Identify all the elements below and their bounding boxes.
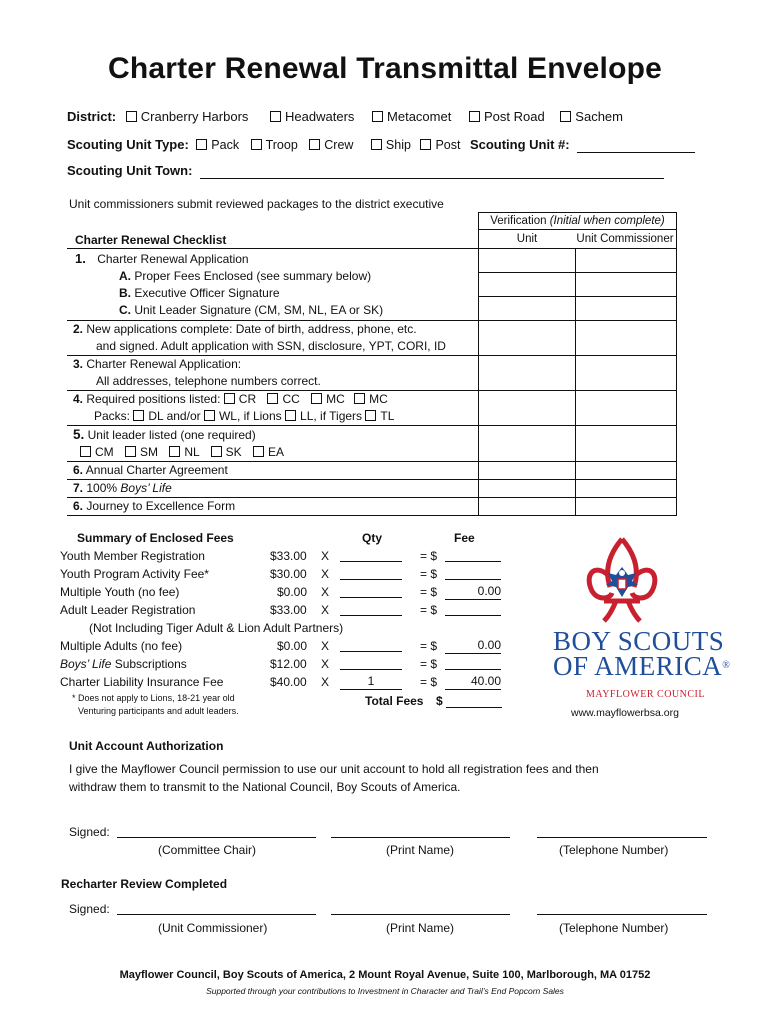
print-name-line-1[interactable] bbox=[331, 837, 510, 838]
fee-row-fee[interactable]: 0.00 bbox=[445, 639, 501, 654]
checkbox-ea[interactable] bbox=[253, 446, 264, 457]
fee-row-label: Multiple Adults (no fee) bbox=[60, 639, 183, 653]
item-1c-letter: C. bbox=[119, 303, 131, 317]
item-7-number: 7. bbox=[73, 481, 84, 495]
unit-type-row bbox=[67, 137, 695, 153]
fee-row-fee[interactable] bbox=[445, 549, 501, 562]
fee-row-x: X bbox=[321, 549, 330, 563]
verify-cell-8-unit[interactable] bbox=[479, 498, 576, 516]
page-title: Charter Renewal Transmittal Envelope bbox=[107, 52, 663, 85]
total-fees-label: Total Fees bbox=[365, 694, 424, 708]
checkbox-nl[interactable] bbox=[169, 446, 180, 457]
option-ea: EA bbox=[267, 445, 284, 459]
item-1c-text: Unit Leader Signature (CM, SM, NL, EA or SK) bbox=[134, 303, 384, 317]
district-option-cranberry: Cranberry Harbors bbox=[140, 109, 249, 124]
item-1b-letter: B. bbox=[119, 286, 131, 300]
checkbox-sk[interactable] bbox=[211, 446, 222, 457]
bsa-logo-line1: BOY SCOUTS bbox=[553, 626, 725, 656]
packs-label: Packs: bbox=[94, 409, 131, 423]
bsa-logo-line2-text: OF AMERICA bbox=[553, 651, 723, 681]
item-3-number: 3. bbox=[73, 357, 84, 371]
print-name-line-2[interactable] bbox=[331, 914, 510, 915]
total-fees-field[interactable] bbox=[446, 694, 502, 708]
verify-cell-6-unit[interactable] bbox=[479, 462, 576, 480]
item-1-text: Charter Renewal Application bbox=[97, 252, 249, 266]
registered-mark: ® bbox=[722, 660, 731, 671]
verify-cell-3-commissioner[interactable] bbox=[576, 356, 677, 391]
verify-cell-3-unit[interactable] bbox=[479, 356, 576, 391]
fee-row-boys-life bbox=[60, 657, 520, 675]
council-url[interactable]: www.mayflowerbsa.org bbox=[571, 707, 679, 719]
option-mc-2: MC bbox=[369, 392, 388, 406]
item-3-line1: Charter Renewal Application: bbox=[86, 357, 242, 371]
telephone-line-1[interactable] bbox=[537, 837, 707, 838]
fee-row-fee[interactable]: 40.00 bbox=[445, 675, 501, 690]
authorization-heading: Unit Account Authorization bbox=[69, 739, 224, 753]
fee-row-label-rest: Subscriptions bbox=[111, 657, 187, 671]
item-7-italic: Boys’ Life bbox=[120, 481, 172, 495]
fee-row-price: $0.00 bbox=[277, 639, 308, 653]
council-name: MAYFLOWER COUNCIL bbox=[586, 689, 705, 700]
unit-town-label: Scouting Unit Town: bbox=[67, 163, 193, 178]
verification-header bbox=[479, 213, 676, 230]
signed-label-2: Signed: bbox=[69, 902, 110, 916]
verify-cell-7-unit[interactable] bbox=[479, 480, 576, 498]
unit-town-field[interactable] bbox=[200, 163, 664, 179]
verify-cell-4-unit[interactable] bbox=[479, 391, 576, 426]
fee-row-qty[interactable]: 1 bbox=[340, 675, 402, 690]
checkbox-dl[interactable] bbox=[133, 410, 144, 421]
fee-row-label: Youth Member Registration bbox=[60, 549, 205, 563]
caption-telephone-1: (Telephone Number) bbox=[559, 843, 669, 857]
item-7-prefix: 100% bbox=[86, 481, 121, 495]
option-sm: SM bbox=[140, 445, 159, 459]
total-fees-eq: $ bbox=[436, 694, 443, 708]
checkbox-ll[interactable] bbox=[285, 410, 296, 421]
checkbox-tl[interactable] bbox=[365, 410, 376, 421]
district-checkbox-metacomet[interactable] bbox=[372, 111, 383, 122]
signature-line-commissioner[interactable] bbox=[117, 914, 316, 915]
fee-heading: Fee bbox=[454, 531, 475, 545]
unit-type-option-troop: Troop bbox=[265, 138, 298, 152]
checkbox-sm[interactable] bbox=[125, 446, 136, 457]
item-1a-letter: A. bbox=[119, 269, 131, 283]
instruction-text: Unit commissioners submit reviewed packages to the district executive bbox=[69, 197, 444, 211]
item-4-number: 4. bbox=[73, 392, 84, 406]
district-checkbox-postroad[interactable] bbox=[469, 111, 480, 122]
telephone-line-2[interactable] bbox=[537, 914, 707, 915]
unit-town-row bbox=[67, 163, 664, 179]
bsa-logo-line2 bbox=[553, 653, 730, 679]
checklist-item-3 bbox=[67, 356, 479, 391]
option-nl: NL bbox=[184, 445, 200, 459]
fee-row-fee[interactable] bbox=[445, 657, 501, 670]
checklist-item-2 bbox=[67, 321, 479, 356]
district-option-postroad: Post Road bbox=[483, 109, 545, 124]
verify-cell-5-commissioner[interactable] bbox=[576, 426, 677, 462]
verify-cell-6-commissioner[interactable] bbox=[576, 462, 677, 480]
verify-cell-8-commissioner[interactable] bbox=[576, 498, 677, 516]
unit-type-label: Scouting Unit Type: bbox=[67, 137, 189, 152]
fee-row-youth bbox=[60, 549, 520, 567]
checkbox-cr[interactable] bbox=[224, 393, 235, 404]
option-cm: CM bbox=[95, 445, 114, 459]
verify-cell-2-commissioner[interactable] bbox=[576, 321, 677, 356]
footer-address: Mayflower Council, Boy Scouts of America, 2 Mount Royal Avenue, Suite 100, Marlborough, MA 01752 bbox=[119, 969, 651, 981]
district-row bbox=[67, 109, 623, 124]
fee-row-program bbox=[60, 567, 520, 585]
unit-type-option-ship: Ship bbox=[385, 138, 411, 152]
district-checkbox-cranberry[interactable] bbox=[126, 111, 137, 122]
option-wl: WL, if Lions bbox=[218, 409, 282, 423]
fee-row-qty[interactable] bbox=[340, 549, 402, 562]
fee-row-qty[interactable] bbox=[340, 603, 402, 616]
item-5-line1: Unit leader listed (one required) bbox=[87, 428, 256, 442]
fees-heading: Summary of Enclosed Fees bbox=[77, 531, 234, 545]
option-mc-1: MC bbox=[326, 392, 345, 406]
fee-row-price: $30.00 bbox=[270, 567, 307, 581]
fee-row-x: X bbox=[321, 675, 330, 689]
authorization-line2: withdraw them to transmit to the National Council, Boy Scouts of America. bbox=[69, 780, 461, 794]
caption-committee-chair: (Committee Chair) bbox=[158, 843, 257, 857]
verify-cell-1-unit[interactable] bbox=[479, 249, 576, 321]
col-commissioner: Unit Commissioner bbox=[576, 233, 674, 245]
fee-row-qty[interactable] bbox=[340, 567, 402, 580]
caption-print-name-2: (Print Name) bbox=[386, 921, 455, 935]
footnote-line1: * Does not apply to Lions, 18-21 year old bbox=[72, 693, 235, 703]
verify-cell-4-commissioner[interactable] bbox=[576, 391, 677, 426]
fee-row-eq: = $ bbox=[420, 585, 438, 599]
item-2-line1: New applications complete: Date of birth, address, phone, etc. bbox=[86, 322, 417, 336]
checklist-item-6 bbox=[67, 462, 479, 480]
fee-row-eq: = $ bbox=[420, 639, 438, 653]
caption-unit-commissioner: (Unit Commissioner) bbox=[158, 921, 268, 935]
fee-row-eq: = $ bbox=[420, 675, 438, 689]
authorization-line1: I give the Mayflower Council permission to use our unit account to hold all registration fees and then bbox=[69, 762, 599, 776]
district-checkbox-headwaters[interactable] bbox=[270, 111, 281, 122]
verify-cell-7-commissioner[interactable] bbox=[576, 480, 677, 498]
fee-row-eq: = $ bbox=[420, 657, 438, 671]
item-1b-text: Executive Officer Signature bbox=[134, 286, 280, 300]
verify-cell-2-unit[interactable] bbox=[479, 321, 576, 356]
signature-line-committee[interactable] bbox=[117, 837, 316, 838]
fee-row-price: $0.00 bbox=[277, 585, 308, 599]
checklist-item-8 bbox=[67, 498, 479, 516]
fee-row-x: X bbox=[321, 657, 330, 671]
option-ll: LL, if Tigers bbox=[300, 409, 363, 423]
fee-row-eq: = $ bbox=[420, 603, 438, 617]
item-3-line2: All addresses, telephone numbers correct. bbox=[96, 374, 321, 388]
option-sk: SK bbox=[225, 445, 242, 459]
unit-type-checkbox-crew[interactable] bbox=[309, 139, 320, 150]
fee-row-price: $33.00 bbox=[270, 603, 307, 617]
item-6-number: 6. bbox=[73, 463, 84, 477]
checklist-item-7 bbox=[67, 480, 479, 498]
fee-row-price: $12.00 bbox=[270, 657, 307, 671]
item-2-line2: and signed. Adult application with SSN, disclosure, YPT, CORI, ID bbox=[96, 339, 446, 353]
fee-row-qty[interactable] bbox=[340, 585, 402, 598]
fee-row-x: X bbox=[321, 567, 330, 581]
caption-print-name-1: (Print Name) bbox=[386, 843, 455, 857]
footnote-line2: Venturing participants and adult leaders. bbox=[78, 706, 239, 716]
unit-number-label: Scouting Unit #: bbox=[469, 137, 570, 152]
fees-table bbox=[60, 549, 520, 693]
checkbox-mc-2[interactable] bbox=[354, 393, 365, 404]
fee-row-label: Multiple Youth (no fee) bbox=[60, 585, 180, 599]
option-cr: CR bbox=[238, 392, 257, 406]
fee-row-insurance bbox=[60, 675, 520, 693]
item-6-text: Annual Charter Agreement bbox=[85, 463, 228, 477]
fee-row-label-italic: Boys’ Life bbox=[60, 657, 112, 671]
caption-telephone-2: (Telephone Number) bbox=[559, 921, 669, 935]
fee-note-text: (Not Including Tiger Adult & Lion Adult Partners) bbox=[89, 621, 344, 635]
fee-row-eq: = $ bbox=[420, 549, 438, 563]
item-1a-text: Proper Fees Enclosed (see summary below) bbox=[134, 269, 372, 283]
fee-row-x: X bbox=[321, 585, 330, 599]
unit-type-checkbox-ship[interactable] bbox=[371, 139, 382, 150]
item-8-number: 6. bbox=[73, 499, 84, 513]
option-cc: CC bbox=[282, 392, 300, 406]
fee-row-label: Youth Program Activity Fee* bbox=[60, 567, 209, 581]
fee-row-multiple-youth bbox=[60, 585, 520, 603]
district-option-metacomet: Metacomet bbox=[387, 109, 452, 124]
fee-row-eq: = $ bbox=[420, 567, 438, 581]
checklist-item-1 bbox=[67, 249, 479, 321]
checklist-item-5 bbox=[67, 426, 479, 462]
fee-row-fee[interactable] bbox=[445, 567, 501, 580]
checkbox-cc[interactable] bbox=[267, 393, 278, 404]
fee-row-price: $33.00 bbox=[270, 549, 307, 563]
district-option-sachem: Sachem bbox=[575, 109, 623, 124]
unit-type-option-pack: Pack bbox=[211, 138, 240, 152]
verification-header-italic: (Initial when complete) bbox=[549, 215, 665, 227]
recharter-heading: Recharter Review Completed bbox=[61, 877, 228, 891]
item-1-number: 1. bbox=[75, 251, 86, 266]
checkbox-wl[interactable] bbox=[204, 410, 215, 421]
unit-type-option-post: Post bbox=[435, 138, 461, 152]
fee-row-label: Adult Leader Registration bbox=[60, 603, 196, 617]
signed-label-1: Signed: bbox=[69, 825, 110, 839]
fee-row-adult bbox=[60, 603, 520, 621]
checklist-table bbox=[67, 212, 677, 516]
checklist-heading: Charter Renewal Checklist bbox=[75, 233, 227, 247]
checkbox-mc-1[interactable] bbox=[311, 393, 322, 404]
checklist-item-4 bbox=[67, 391, 479, 426]
unit-type-checkbox-troop[interactable] bbox=[251, 139, 262, 150]
fee-row-fee[interactable]: 0.00 bbox=[445, 585, 501, 600]
fee-row-x: X bbox=[321, 639, 330, 653]
fee-row-x: X bbox=[321, 603, 330, 617]
verification-header-prefix: Verification bbox=[490, 215, 550, 227]
checkbox-cm[interactable] bbox=[80, 446, 91, 457]
bsa-fleur-de-lis-logo bbox=[582, 535, 662, 627]
item-5-number: 5. bbox=[73, 427, 85, 442]
unit-number-field[interactable] bbox=[577, 138, 695, 153]
district-option-headwaters: Headwaters bbox=[285, 109, 355, 124]
fee-row-multiple-adults bbox=[60, 639, 520, 657]
col-unit: Unit bbox=[516, 233, 538, 245]
fee-row-qty[interactable] bbox=[340, 657, 402, 670]
fee-row-fee[interactable] bbox=[445, 603, 501, 616]
district-label: District: bbox=[67, 109, 117, 124]
item-2-number: 2. bbox=[73, 322, 84, 336]
verify-cell-5-unit[interactable] bbox=[479, 426, 576, 462]
fee-note-row bbox=[60, 621, 520, 639]
fee-row-label: Charter Liability Insurance Fee bbox=[60, 675, 224, 689]
district-checkbox-sachem[interactable] bbox=[560, 111, 571, 122]
item-4-label: Required positions listed: bbox=[86, 392, 221, 406]
unit-type-option-crew: Crew bbox=[324, 138, 354, 152]
item-8-text: Journey to Excellence Form bbox=[86, 499, 236, 513]
verify-cell-1-commissioner[interactable] bbox=[576, 249, 677, 321]
unit-type-checkbox-pack[interactable] bbox=[196, 139, 207, 150]
unit-type-checkbox-post[interactable] bbox=[420, 139, 431, 150]
qty-heading: Qty bbox=[362, 531, 383, 545]
footer-tagline: Supported through your contributions to Investment in Character and Trail’s End Popcorn Sales bbox=[206, 986, 564, 996]
fee-row-qty[interactable] bbox=[340, 639, 402, 652]
option-tl: TL bbox=[380, 409, 395, 423]
fee-row-price: $40.00 bbox=[270, 675, 307, 689]
option-dl: DL and/or bbox=[148, 409, 201, 423]
